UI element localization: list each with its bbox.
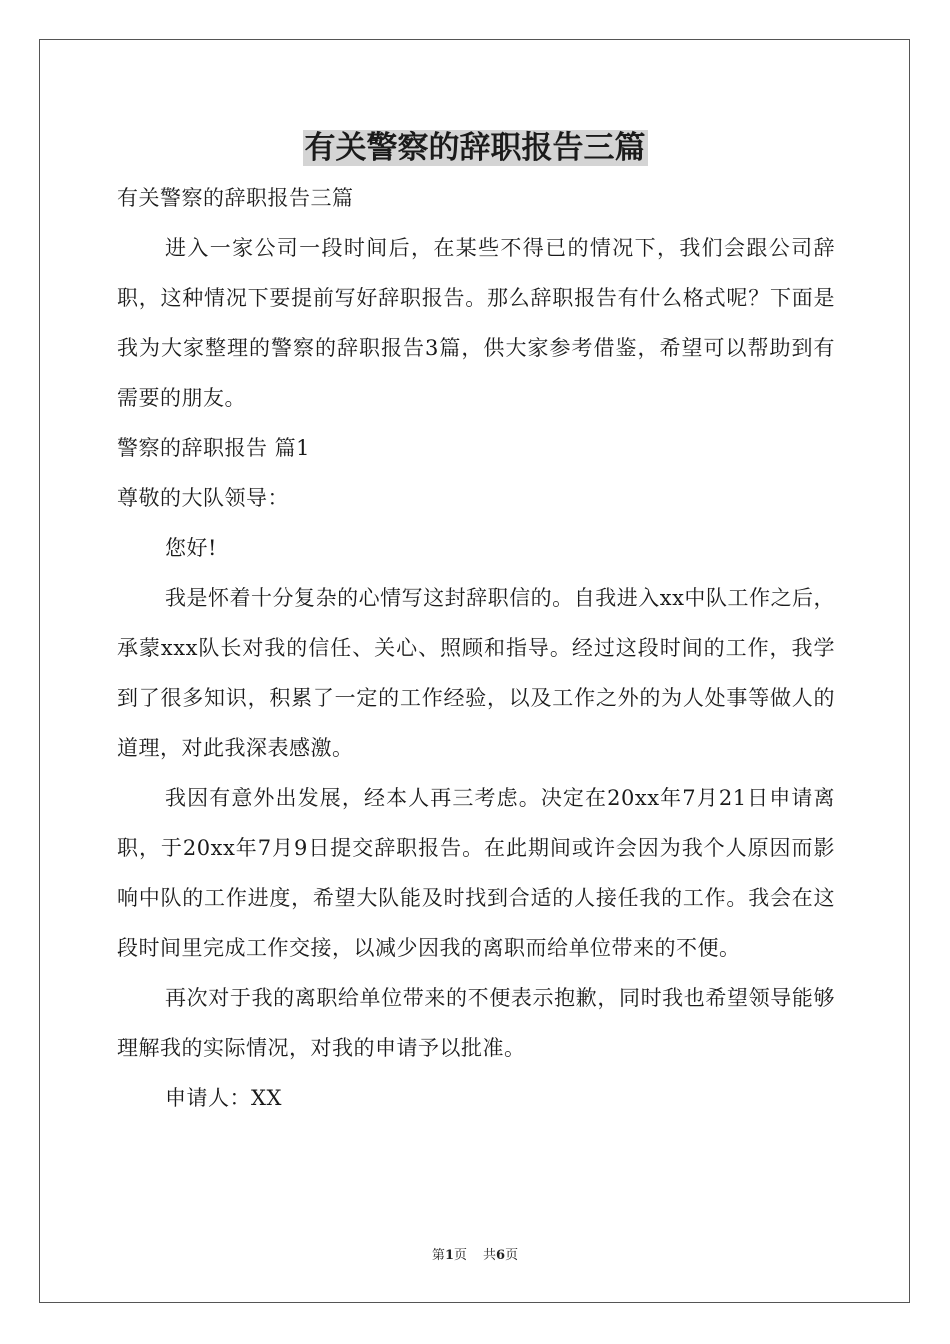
document-title-text: 有关警察的辞职报告三篇 xyxy=(304,130,646,166)
total-prefix: 共 xyxy=(483,1248,497,1263)
section-heading: 警察的辞职报告 篇1 xyxy=(117,436,311,460)
greeting: 您好! xyxy=(165,536,217,560)
salutation: 尊敬的大队领导： xyxy=(117,486,289,510)
total-suffix: 页 xyxy=(505,1248,519,1263)
page-label: 页 xyxy=(453,1248,467,1263)
total-page-count: 6 xyxy=(496,1248,506,1263)
intro-paragraph: 进入一家公司一段时间后，在某些不得已的情况下，我们会跟公司辞职，这种情况下要提前写好辞职报告。那么辞职报告有什么格式呢？下面是我为大家整理的警察的辞职报告3篇，供大家参考借鉴，希望可以帮助到有需要的朋友。 xyxy=(117,236,835,410)
document-body xyxy=(117,173,835,1123)
document-title xyxy=(0,126,950,170)
page-footer xyxy=(0,1247,950,1265)
document-subtitle: 有关警察的辞职报告三篇 xyxy=(117,186,354,210)
current-page-number: 1 xyxy=(444,1248,454,1263)
page-prefix: 第 xyxy=(431,1248,445,1263)
applicant-signature: 申请人：XX xyxy=(165,1086,282,1110)
body-paragraph-2: 我因有意外出发展，经本人再三考虑。决定在20xx年7月21日申请离职，于20xx年7月9日提交辞职报告。在此期间或许会因为我个人原因而影响中队的工作进度，希望大队能及时找到合适的人接任我的工作。我会在这段时间里完成工作交接，以减少因我的离职而给单位带来的不便。 xyxy=(117,786,835,960)
body-paragraph-3: 再次对于我的离职给单位带来的不便表示抱歉，同时我也希望领导能够理解我的实际情况，对我的申请予以批准。 xyxy=(117,986,835,1060)
body-paragraph-1: 我是怀着十分复杂的心情写这封辞职信的。自我进入xx中队工作之后，承蒙xxx队长对我的信任、关心、照顾和指导。经过这段时间的工作，我学到了很多知识，积累了一定的工作经验，以及工作之外的为人处事等做人的道理，对此我深表感激。 xyxy=(117,586,835,760)
